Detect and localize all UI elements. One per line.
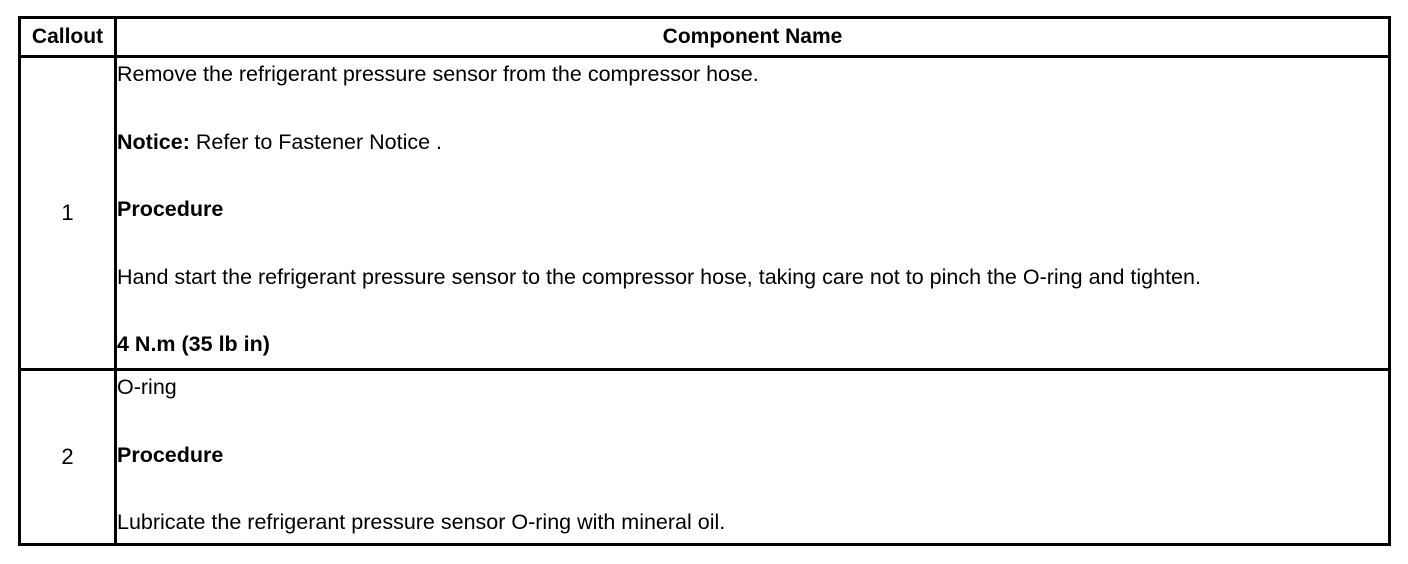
header-component-name: Component Name <box>116 18 1390 57</box>
notice-label: Notice: <box>117 129 190 154</box>
procedure-instruction: Lubricate the refrigerant pressure sensor O-ring with mineral oil. <box>117 510 726 534</box>
component-title: Remove the refrigerant pressure sensor from the compressor hose. <box>117 62 759 86</box>
table-row <box>20 57 1390 370</box>
component-title: O-ring <box>117 375 177 399</box>
notice-line <box>117 126 1388 160</box>
procedure-table <box>18 16 1391 546</box>
component-cell <box>116 57 1390 370</box>
torque-spec: 4 N.m (35 lb in) <box>117 332 270 356</box>
notice-text: Refer to Fastener Notice . <box>189 129 443 154</box>
callout-number: 1 <box>20 57 116 370</box>
component-cell <box>116 370 1390 545</box>
header-callout: Callout <box>20 18 116 57</box>
table-row <box>20 370 1390 545</box>
procedure-instruction: Hand start the refrigerant pressure sensor to the compressor hose, taking care not to pinch the O-ring and tighten. <box>117 264 1201 289</box>
procedure-heading: Procedure <box>117 197 224 221</box>
callout-number: 2 <box>20 370 116 545</box>
procedure-heading: Procedure <box>117 442 224 467</box>
header-row <box>20 18 1390 57</box>
